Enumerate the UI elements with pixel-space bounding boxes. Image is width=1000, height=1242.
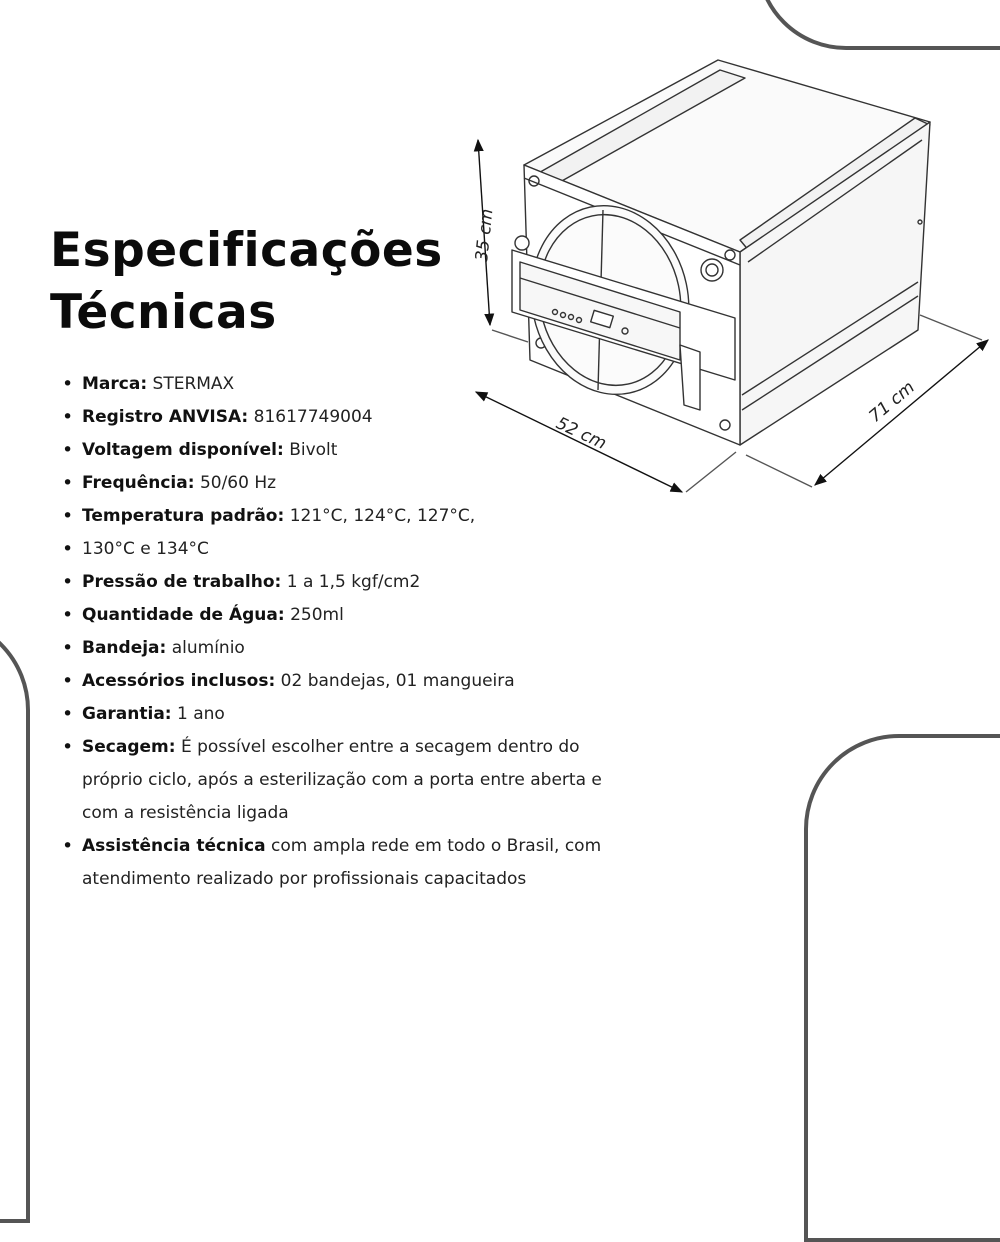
spec-item-registro: • Registro ANVISA: 81617749004: [62, 401, 602, 434]
spec-item-acessorios: • Acessórios inclusos: 02 bandejas, 01 mangueira: [62, 665, 602, 698]
decorative-corner-top-right: [756, 0, 1000, 50]
page-title: [50, 220, 443, 344]
decorative-corner-left: [0, 615, 30, 1223]
title-line-2: Técnicas: [50, 285, 277, 340]
spec-item-secagem: • Secagem: É possível escolher entre a secagem dentro do próprio ciclo, após a esterilização com a porta entre aberta e com a resistência ligada: [62, 731, 602, 830]
spec-item-bandeja: • Bandeja: alumínio: [62, 632, 602, 665]
spec-item-assistencia: • Assistência técnica com ampla rede em todo o Brasil, com atendimento realizado por profissionais capacitados: [62, 830, 602, 896]
title-line-1: Especificações: [50, 223, 443, 278]
width-dimension-label: 52 cm: [552, 413, 610, 454]
spec-item-garantia: • Garantia: 1 ano: [62, 698, 602, 731]
depth-dimension-label: 71 cm: [865, 377, 919, 427]
spec-item-voltagem: • Voltagem disponível: Bivolt: [62, 434, 602, 467]
autoclave-drawing: [465, 55, 995, 500]
spec-item-agua: • Quantidade de Água: 250ml: [62, 599, 602, 632]
height-dimension-label: 35 cm: [472, 207, 498, 263]
decorative-corner-bottom-right: [804, 734, 1000, 1242]
spec-item-pressao: • Pressão de trabalho: 1 a 1,5 kgf/cm2: [62, 566, 602, 599]
spec-item-frequencia: • Frequência: 50/60 Hz: [62, 467, 602, 500]
spec-item-marca: • Marca: STERMAX: [62, 368, 602, 401]
spec-item-temperatura-cont: • 130°C e 134°C: [62, 533, 602, 566]
spec-item-temperatura: • Temperatura padrão: 121°C, 124°C, 127°C,: [62, 500, 602, 533]
